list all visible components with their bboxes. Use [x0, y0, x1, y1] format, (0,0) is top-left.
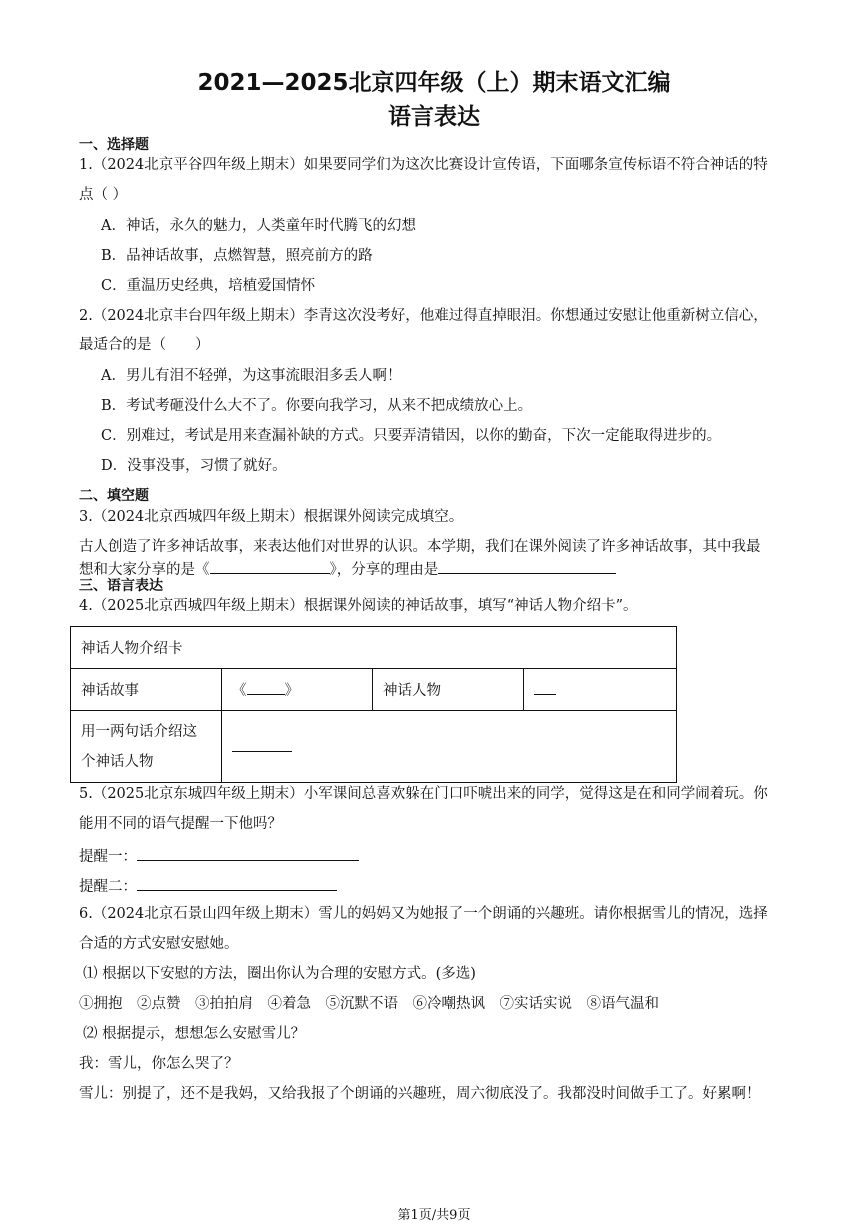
page-footer: 第1页/共9页: [397, 1208, 471, 1223]
q2-option-d: D．没事没事，习惯了就好。: [101, 458, 287, 474]
q5-remind1: [79, 846, 359, 866]
story-open-bracket: 《: [232, 683, 247, 699]
q1-option-c: C．重温历史经典，培植爱国情怀: [101, 278, 316, 294]
q3-title-blank[interactable]: [210, 559, 330, 574]
remind2-blank[interactable]: [137, 876, 337, 891]
document-title: 2021—2025北京四年级（上）期末语文汇编: [197, 70, 671, 96]
section-expression-heading: 三、语言表达: [79, 578, 163, 594]
q3-reason-blank[interactable]: [438, 559, 616, 574]
q6-methods: ①拥抱 ②点赞 ③拍拍肩 ④着急 ⑤沉默不语 ⑥冷嘲热讽 ⑦实话实说 ⑧语气温和: [79, 996, 659, 1012]
story-close-bracket: 》: [284, 683, 299, 699]
character-blank[interactable]: [534, 680, 556, 695]
q5-remind2: [79, 876, 337, 896]
remind1-blank[interactable]: [137, 846, 359, 861]
character-cell: [524, 669, 677, 711]
q1-line2: 点（ ）: [79, 187, 128, 203]
q6-dialog-me: 我：雪儿，你怎么哭了？: [79, 1056, 239, 1072]
intro-cell: [222, 711, 677, 783]
q6-line1: 6.（2024北京石景山四年级上期末）雪儿的妈妈又为她报了一个朗诵的兴趣班。请你根据雪儿的情况，选择: [79, 906, 768, 922]
q5-line2: 能用不同的语气提醒一下他吗？: [79, 816, 282, 832]
story-cell: [222, 669, 373, 711]
section-fill-heading: 二、填空题: [79, 488, 149, 504]
q3-line3-middle: 》，分享的理由是: [329, 562, 439, 578]
q2-line2: 最适合的是（ ）: [79, 337, 210, 353]
q5-line1: 5.（2025北京东城四年级上期末）小军课间总喜欢躲在门口吓唬出来的同学，觉得这是在和同学闹着玩。你: [79, 786, 768, 802]
q1-option-b: B．品神话故事，点燃智慧，照亮前方的路: [101, 248, 373, 264]
character-label: 神话人物: [373, 669, 524, 711]
myth-character-card: [70, 626, 677, 783]
intro-label-line1: 用一两句话介绍这: [81, 723, 197, 740]
section-choice-heading: 一、选择题: [79, 137, 149, 153]
q2-option-c: C．别难过，考试是用来查漏补缺的方式。只要弄清错因，以你的勤奋，下次一定能取得进步的。: [101, 428, 722, 444]
intro-label: [71, 711, 222, 783]
intro-blank[interactable]: [232, 737, 292, 752]
intro-label-line2: 个神话人物: [81, 753, 154, 770]
remind2-label: 提醒二：: [79, 879, 137, 895]
q3-line3-prefix: 想和大家分享的是《: [79, 562, 210, 578]
q6-sub2: ⑵ 根据提示，想想怎么安慰雪儿？: [83, 1026, 306, 1042]
q6-dialog-xueer: 雪儿：别提了，还不是我妈，又给我报了个朗诵的兴趣班，周六彻底没了。我都没时间做手工了。好累啊！: [79, 1086, 761, 1102]
story-blank[interactable]: [247, 680, 285, 695]
remind1-label: 提醒一：: [79, 849, 137, 865]
card-title: 神话人物介绍卡: [71, 627, 677, 669]
q4-line1: 4.（2025北京西城四年级上期末）根据课外阅读的神话故事，填写“神话人物介绍卡”。: [79, 598, 638, 614]
q2-line1: 2.（2024北京丰台四年级上期末）李青这次没考好，他难过得直掉眼泪。你想通过安慰让他重新树立信心，: [79, 308, 768, 324]
q2-option-a: A．男儿有泪不轻弹，为这事流眼泪多丢人啊！: [101, 368, 402, 384]
q1-option-a: A．神话，永久的魅力，人类童年时代腾飞的幻想: [101, 218, 416, 234]
q6-sub1: ⑴ 根据以下安慰的方法，圈出你认为合理的安慰方式。(多选): [83, 966, 476, 982]
q2-option-b: B．考试考砸没什么大不了。你要向我学习，从来不把成绩放心上。: [101, 398, 533, 414]
q6-line2: 合适的方式安慰安慰她。: [79, 936, 239, 952]
q3-line1: 3.（2024北京西城四年级上期末）根据课外阅读完成填空。: [79, 509, 464, 525]
q1-line1: 1.（2024北京平谷四年级上期末）如果要同学们为这次比赛设计宣传语，下面哪条宣传标语不符合神话的特: [79, 157, 768, 173]
document-subtitle: 语言表达: [388, 104, 480, 130]
q3-line3: [79, 559, 616, 579]
q3-line2: 古人创造了许多神话故事，来表达他们对世界的认识。本学期，我们在课外阅读了许多神话故事，其中我最: [79, 539, 761, 555]
story-label: 神话故事: [71, 669, 222, 711]
